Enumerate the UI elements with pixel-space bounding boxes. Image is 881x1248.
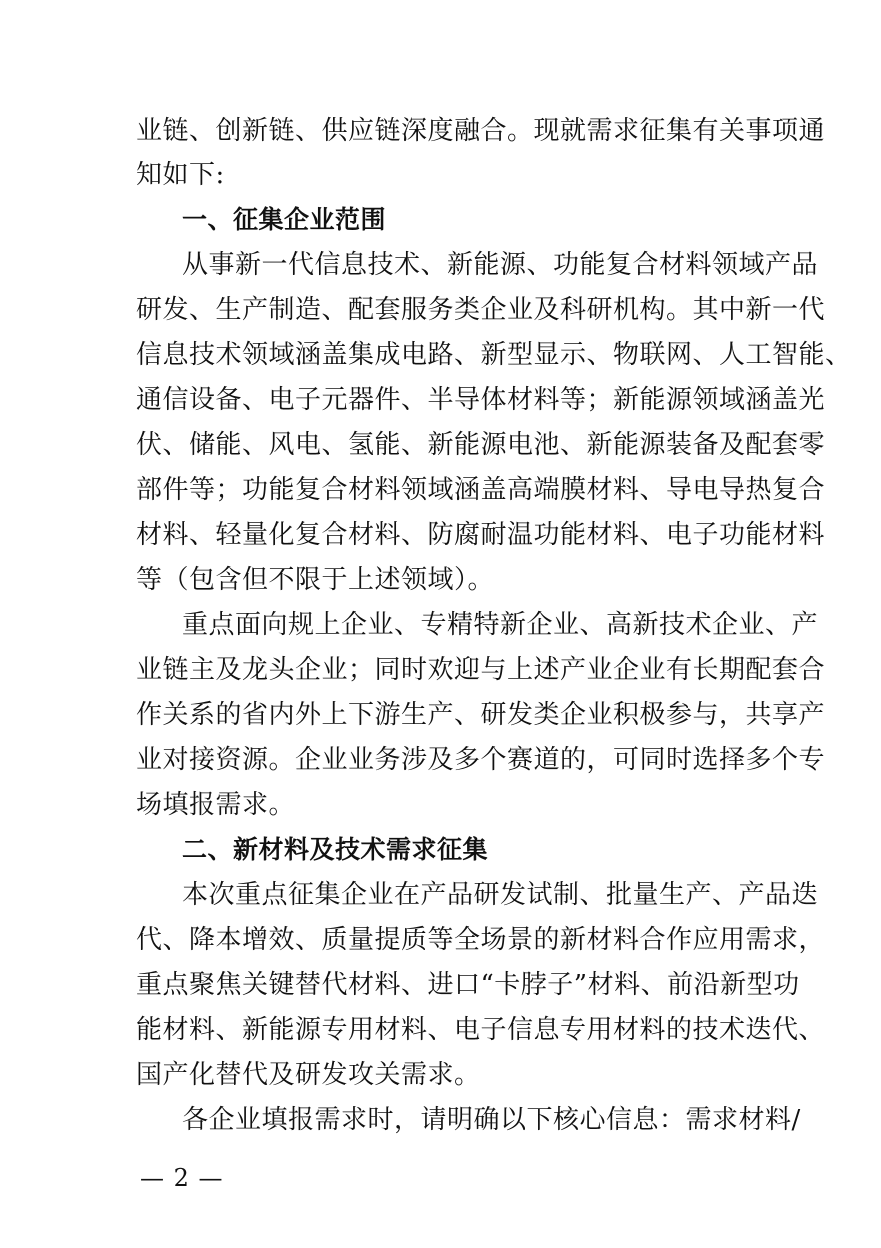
body-text-line: 作关系的省内外上下游生产、研发类企业积极参与，共享产 <box>136 700 826 730</box>
body-text-line: 业链主及龙头企业；同时欢迎与上述产业企业有长期配套合 <box>136 655 826 685</box>
body-text-line: 各企业填报需求时，请明确以下核心信息：需求材料/ <box>182 1105 801 1135</box>
page-number: — 2 — <box>140 1164 224 1192</box>
body-text-line: 通信设备、电子元器件、半导体材料等；新能源领域涵盖光 <box>136 385 826 415</box>
body-text-line: 等（包含但不限于上述领域）。 <box>136 565 495 595</box>
body-text-line: 从事新一代信息技术、新能源、功能复合材料领域产品 <box>182 250 819 280</box>
section-heading-1: 一、征集企业范围 <box>182 205 387 234</box>
body-text-line: 业链、创新链、供应链深度融合。现就需求征集有关事项通 <box>136 116 826 146</box>
body-text-line: 部件等；功能复合材料领域涵盖高端膜材料、导电导热复合 <box>136 475 826 505</box>
body-text-line: 本次重点征集企业在产品研发试制、批量生产、产品迭 <box>182 880 819 910</box>
body-text-line: 能材料、新能源专用材料、电子信息专用材料的技术迭代、 <box>136 1015 826 1045</box>
body-text-line: 材料、轻量化复合材料、防腐耐温功能材料、电子功能材料 <box>136 520 826 550</box>
body-text-line: 重点面向规上企业、专精特新企业、高新技术企业、产 <box>182 610 819 640</box>
body-text-line: 国产化替代及研发攻关需求。 <box>136 1060 481 1090</box>
body-text-line: 重点聚焦关键替代材料、进口“卡脖子”材料、前沿新型功 <box>136 970 800 1000</box>
body-text-line: 信息技术领域涵盖集成电路、新型显示、物联网、人工智能、 <box>136 340 852 370</box>
body-text-line: 场填报需求。 <box>136 790 296 820</box>
body-text-line: 代、降本增效、质量提质等全场景的新材料合作应用需求， <box>136 925 826 955</box>
body-text-line: 研发、生产制造、配套服务类企业及科研机构。其中新一代 <box>136 295 826 325</box>
body-text-line: 业对接资源。企业业务涉及多个赛道的，可同时选择多个专 <box>136 745 826 775</box>
body-text-line: 知如下: <box>136 160 225 190</box>
section-heading-2: 二、新材料及技术需求征集 <box>182 835 489 864</box>
body-text-line: 伏、储能、风电、氢能、新能源电池、新能源装备及配套零 <box>136 430 826 460</box>
